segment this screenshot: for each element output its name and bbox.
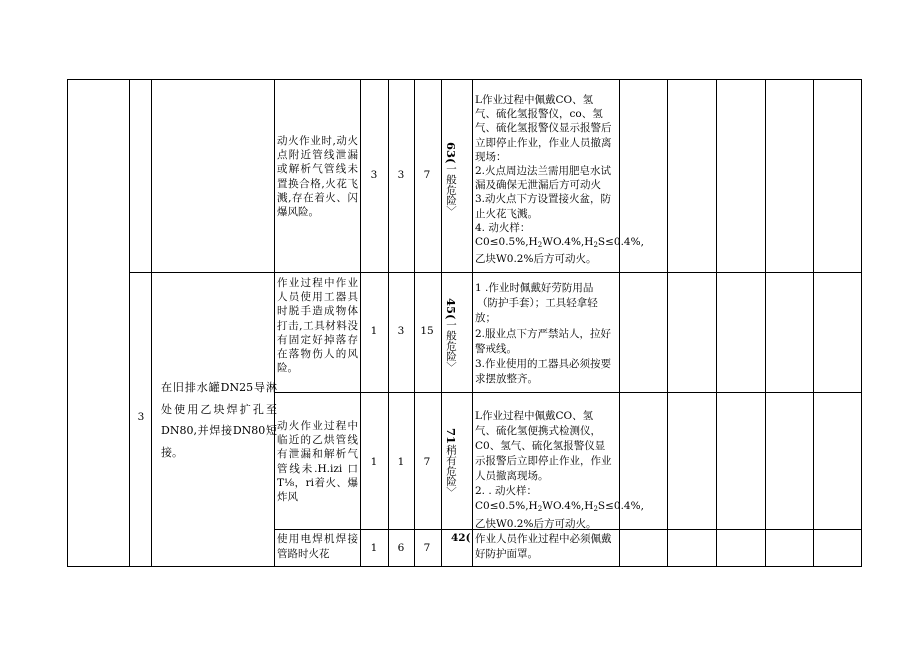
measure-line: 放； [475, 312, 496, 325]
measure-line: 好防护面罩。 [475, 548, 538, 560]
risk-rating [445, 142, 457, 216]
row-number: 3 [137, 411, 145, 423]
measure-line: 止火花飞溅。 [475, 207, 538, 220]
hazard-line: 动火作业时,动火 [277, 135, 358, 147]
task-line: 接。 [161, 445, 183, 459]
hazard-cell [277, 276, 358, 375]
measure-line: （防护手套）；工具轻拿轻 [477, 297, 598, 310]
measure-line: L作业过程中佩戴CO、氢 [475, 410, 594, 422]
hazard-cell [277, 134, 358, 219]
task-line: 处使用乙块焊扩孔至 [161, 402, 277, 416]
column-divider [716, 79, 717, 567]
hazard-line: 人员使用工器具 [277, 291, 358, 304]
hazard-line: T⅛，ri着火、爆 [277, 476, 358, 489]
hazard-line: 使用电焊机焊接 [277, 533, 358, 545]
measure-line: 4. 动火样： [475, 221, 531, 234]
measure-line: 立即停止作业，作业人员撤离 [475, 136, 612, 149]
control-measures [475, 281, 620, 387]
risk-level: 稍有危险〉 [445, 444, 457, 497]
measure-line: 2.火点周边法兰需用肥皂水试 [475, 165, 612, 178]
consequence-value: 15 [420, 325, 434, 337]
measure-line: 现场： [475, 150, 507, 163]
measure-line: 3.作业使用的工器具必须按要 [475, 358, 612, 371]
measure-line: 漏及确保无泄漏后方可动火 [475, 179, 601, 192]
control-measures [475, 409, 644, 532]
hazard-cell [277, 419, 358, 504]
likelihood-value: 1 [370, 325, 378, 337]
consequence-value: 7 [423, 542, 431, 554]
hazard-line: 作业过程中作业 [277, 277, 358, 289]
exposure-value: 3 [397, 325, 405, 337]
column-divider [360, 79, 361, 567]
exposure-value: 1 [397, 456, 405, 468]
task-line: DN80,并焊接DN80短 [161, 424, 277, 437]
hazard-line: 临近的乙烘管线 [277, 434, 358, 447]
measure-line: L作业过程中佩戴CO、氢 [475, 94, 594, 106]
control-measures [475, 532, 620, 562]
column-divider [129, 79, 130, 567]
table-border-left [67, 79, 68, 567]
measure-line: 乙块W0.2%后方可动火。 [475, 253, 597, 266]
measure-line: $C0\le 0.5\%,H_2WO.4\%,H_2S\le 0.4\%$, [475, 500, 644, 513]
hazard-line: 炸风 [277, 491, 298, 504]
hazard-line: 险。 [277, 362, 298, 375]
likelihood-value: 1 [370, 456, 378, 468]
table-border-top [67, 79, 862, 80]
risk-rating [445, 428, 457, 497]
measure-line: 求摆放整齐。 [475, 373, 538, 386]
hazard-cell [277, 532, 358, 562]
measure-line: 乙快W0.2%后方可动火。 [475, 518, 597, 530]
measure-line: 警戒线。 [475, 342, 517, 355]
column-divider [151, 79, 152, 567]
row-divider [129, 272, 862, 273]
control-measures [475, 93, 644, 266]
table-border-bottom [67, 566, 862, 567]
column-divider [813, 79, 814, 567]
hazard-line: 打击,工具材料没 [277, 319, 358, 332]
hazard-line: 管路时火花 [277, 548, 330, 560]
risk-value: 63( [444, 142, 458, 164]
task-line: 在旧排水罐DN25导淋 [161, 381, 277, 394]
column-divider [765, 79, 766, 567]
measure-line: 3.动火点下方设置接火盆，防 [475, 193, 612, 206]
hazard-line: 置换合格,火花飞 [277, 177, 358, 190]
risk-level: 一般危险〉 [445, 163, 457, 216]
exposure-value: 6 [397, 542, 405, 554]
row-divider [274, 392, 862, 393]
measure-line: 气、硫化氢报警仪显示报警后 [475, 122, 612, 135]
risk-rating [445, 298, 457, 372]
consequence-value: 7 [423, 169, 431, 181]
hazard-line: 爆风险。 [277, 206, 319, 219]
hazard-line: 在落物伤人的风 [277, 348, 358, 361]
measure-line: 示报警后立即停止作业，作业 [475, 455, 612, 467]
consequence-value: 7 [423, 456, 431, 468]
hazard-line: 有泄漏和解析气 [277, 448, 358, 461]
hazard-line: 动火作业过程中 [277, 420, 358, 432]
column-divider [667, 79, 668, 567]
measure-line: 1 .作业时佩戴好劳防用品 [475, 282, 594, 294]
column-divider [414, 79, 415, 567]
hazard-line: 有固定好掉落存 [277, 333, 358, 346]
hazard-line: 溅,存在着火、闪 [277, 191, 358, 204]
likelihood-value: 3 [370, 169, 378, 181]
measure-line: 气、硫化氢报警仪，co、氢 [475, 108, 603, 121]
hazard-line: 时脱手造成物体 [277, 305, 358, 318]
column-divider [472, 79, 473, 567]
exposure-value: 3 [397, 169, 405, 181]
column-divider [274, 79, 275, 567]
risk-value: 71 [444, 428, 458, 445]
measure-line: 2.服业点下方严禁站人，拉好 [475, 327, 612, 340]
risk-level: 一般危险〉 [445, 319, 457, 372]
hazard-line: 或解析气管线未 [277, 163, 358, 176]
task-description [161, 377, 277, 463]
measure-line: 作业人员作业过程中必须佩戴 [475, 533, 612, 545]
column-divider [441, 79, 442, 567]
hazard-line: 点附近管线泄漏 [277, 149, 358, 162]
likelihood-value: 1 [370, 542, 378, 554]
table-border-right [861, 79, 862, 567]
measure-line: 气、硫化氢便携式检测仪， [475, 425, 601, 437]
measure-line: 2. . 动火样： [475, 485, 538, 497]
risk-value: 45( [444, 298, 458, 320]
measure-line: 人员撤离现场。 [475, 470, 549, 482]
measure-line: $C0\le 0.5\%,H_2WO.4\%,H_2S\le 0.4\%$, [475, 236, 644, 250]
hazard-line: 管线未.H.izi 口 [277, 462, 358, 475]
measure-line: C0、氢气、硫化氢报警仪显 [475, 440, 606, 452]
column-divider [388, 79, 389, 567]
risk-value: 42( [451, 532, 471, 544]
